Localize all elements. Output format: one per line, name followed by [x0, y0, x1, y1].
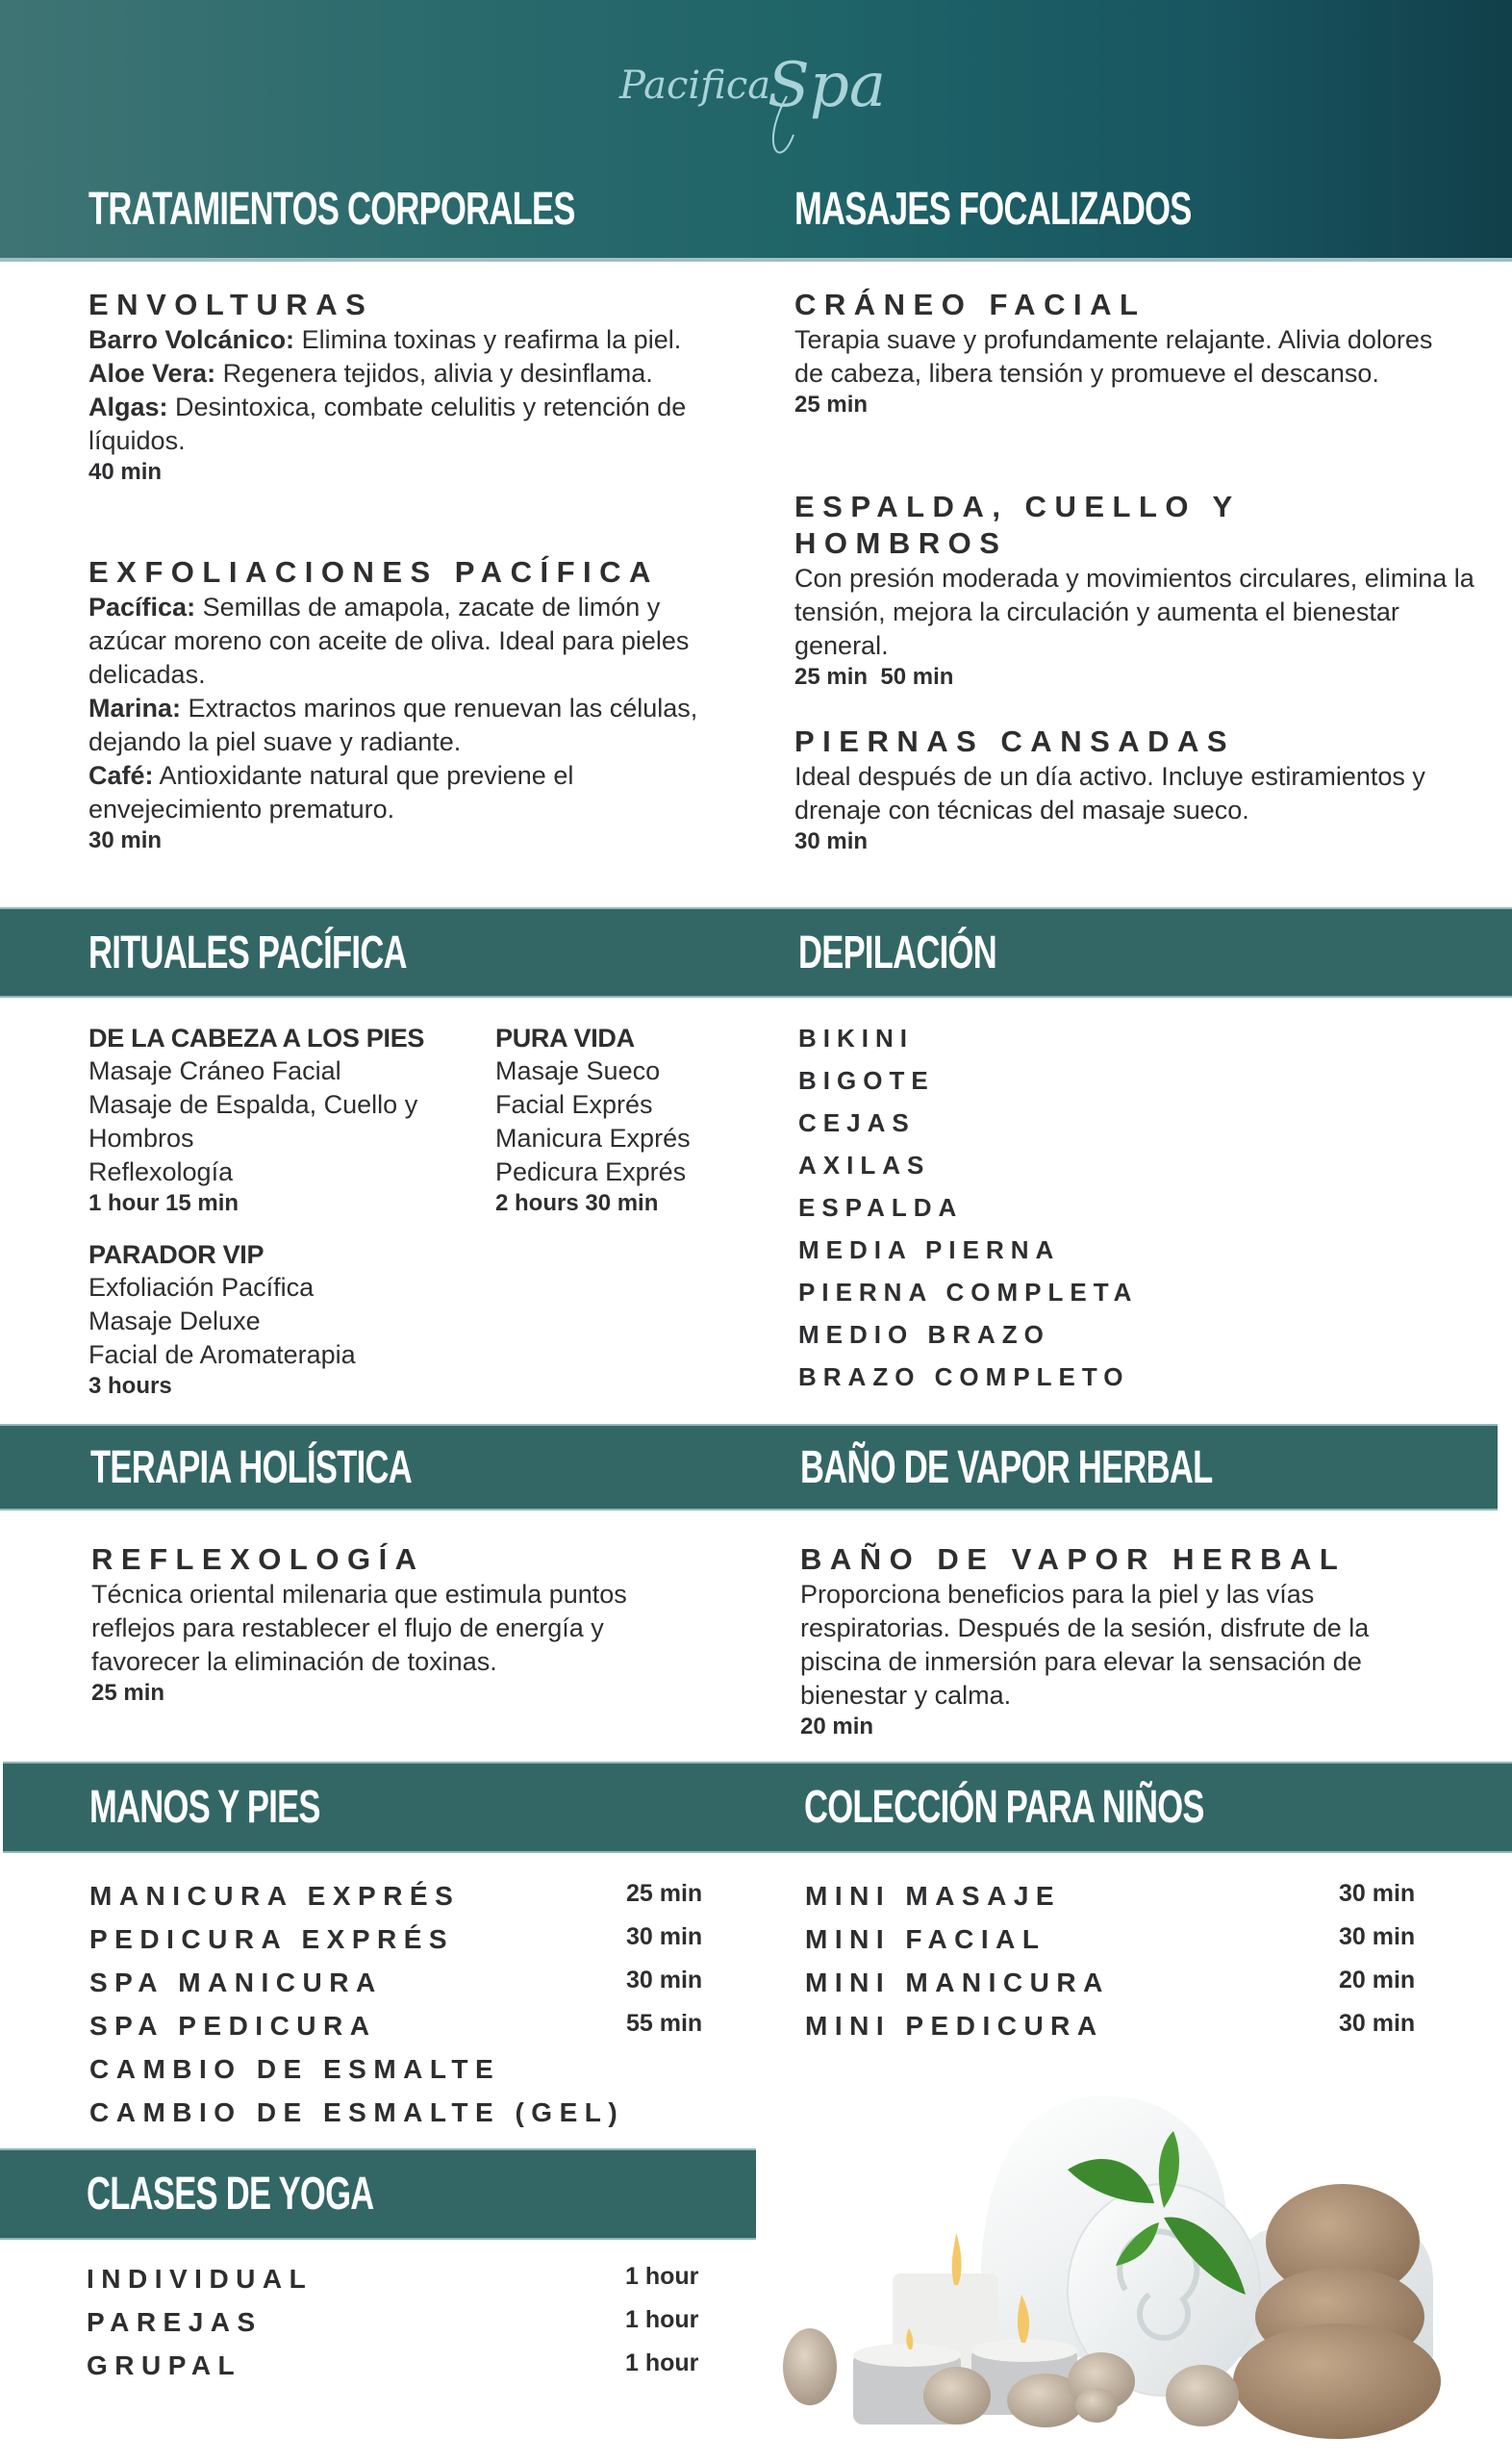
ritual-package — [88, 1022, 473, 1218]
ritual-item: Facial Exprés — [495, 1090, 653, 1119]
ritual-package — [495, 1022, 765, 1218]
ninos-row: MINI MASAJE 30 min — [805, 1880, 1416, 1911]
manos-row: CAMBIO DE ESMALTE — [89, 2054, 501, 2084]
section-title-tratamientos: TRATAMIENTOS CORPORALES — [88, 184, 575, 235]
vapor-block — [800, 1541, 1425, 1741]
yoga-list — [87, 2261, 712, 2391]
exfoliaciones-item: Pacífica: Semillas de amapola, zacate de limón y azúcar moreno con aceite de oliva. Ideal para pieles delicadas. — [88, 593, 690, 689]
vapor-heading: BAÑO DE VAPOR HERBAL — [800, 1542, 1347, 1576]
ritual-item: Masaje de Espalda, Cuello y Hombros — [88, 1090, 418, 1153]
svg-text:Pacifica: Pacifica — [619, 63, 771, 108]
exfoliaciones-heading: EXFOLIACIONES PACÍFICA — [88, 555, 659, 589]
masaje-heading: ESPALDA, CUELLO Y HOMBROS — [794, 490, 1241, 560]
masaje-espalda-block — [794, 489, 1333, 562]
masaje-description: Terapia suave y profundamente relajante. Alivia dolores de cabeza, libera tensión y promueve el descanso. — [794, 325, 1433, 388]
terapia-duration: 25 min — [91, 1680, 165, 1706]
section-title-yoga: CLASES DE YOGA — [87, 2169, 374, 2220]
depilacion-list — [798, 1017, 1279, 1398]
section-band-terapia-vapor — [0, 1424, 1498, 1511]
masaje-piernas-block — [794, 724, 1487, 856]
pacifica-spa-logo — [616, 29, 904, 164]
masaje-duration: 25 min — [794, 392, 869, 418]
ninos-row: MINI PEDICURA 30 min — [805, 2010, 1416, 2041]
ritual-item: Reflexología — [88, 1157, 234, 1186]
manos-row: PEDICURA EXPRÉS 30 min — [89, 1923, 703, 1954]
manos-row: SPA PEDICURA 55 min — [89, 2010, 703, 2041]
terapia-description: Técnica oriental milenaria que estimula puntos reflejos para restablecer el flujo de energía y favorecer la eliminación de toxinas. — [91, 1580, 627, 1676]
spa-still-life-image — [760, 2069, 1512, 2463]
manos-list — [89, 1878, 715, 2138]
ritual-item: Masaje Sueco — [495, 1056, 661, 1085]
ritual-item: Masaje Cráneo Facial — [88, 1056, 341, 1085]
ninos-row: MINI MANICURA 20 min — [805, 1967, 1416, 1997]
exfoliaciones-item: Café: Antioxidante natural que previene el envejecimiento prematuro. — [88, 761, 574, 824]
masaje-duration: 30 min — [794, 828, 869, 854]
yoga-row: GRUPAL 1 hour — [87, 2349, 699, 2380]
depilacion-item: BIGOTE — [798, 1066, 935, 1095]
ritual-item: Pedicura Exprés — [495, 1157, 687, 1186]
ritual-item: Manicura Exprés — [495, 1124, 691, 1153]
masaje-heading: CRÁNEO FACIAL — [794, 288, 1147, 321]
section-title-manos: MANOS Y PIES — [89, 1782, 320, 1833]
ninos-row: MINI FACIAL 30 min — [805, 1923, 1416, 1954]
depilacion-item: BIKINI — [798, 1024, 914, 1053]
masaje-craneo-block — [794, 287, 1468, 419]
ninos-list — [805, 1878, 1430, 2051]
reflexologia-block — [91, 1541, 707, 1708]
ritual-item: Exfoliación Pacífica — [88, 1273, 315, 1302]
section-title-terapia: TERAPIA HOLÍSTICA — [90, 1442, 413, 1493]
section-band-yoga — [0, 2148, 756, 2240]
depilacion-item: MEDIA PIERNA — [798, 1235, 1061, 1264]
svg-text:Spa: Spa — [768, 50, 886, 121]
depilacion-item: BRAZO COMPLETO — [798, 1362, 1130, 1391]
envolturas-item: Barro Volcánico: Elimina toxinas y reafirma la piel. — [88, 325, 682, 354]
depilacion-item: AXILAS — [798, 1151, 931, 1180]
vapor-duration: 20 min — [800, 1714, 874, 1739]
terapia-heading: REFLEXOLOGÍA — [91, 1542, 425, 1576]
manos-row: MANICURA EXPRÉS 25 min — [89, 1880, 703, 1911]
ritual-duration: 1 hour 15 min — [88, 1190, 239, 1216]
section-band-rituales-depilacion — [0, 907, 1512, 998]
ritual-item: Facial de Aromaterapia — [88, 1340, 356, 1369]
yoga-row: INDIVIDUAL 1 hour — [87, 2263, 699, 2294]
manos-row: CAMBIO DE ESMALTE (GEL) — [89, 2097, 625, 2127]
envolturas-duration: 40 min — [88, 459, 163, 485]
section-title-rituales: RITUALES PACÍFICA — [88, 927, 407, 978]
section-title-masajes: MASAJES FOCALIZADOS — [794, 184, 1192, 235]
masaje-espalda-body — [794, 562, 1477, 692]
section-title-vapor: BAÑO DE VAPOR HERBAL — [800, 1442, 1213, 1493]
ritual-duration: 3 hours — [88, 1373, 172, 1399]
masaje-heading: PIERNAS CANSADAS — [794, 724, 1236, 758]
ritual-duration: 2 hours 30 min — [495, 1190, 659, 1216]
depilacion-item: PIERNA COMPLETA — [798, 1278, 1139, 1307]
depilacion-item: CEJAS — [798, 1108, 916, 1137]
ritual-name: DE LA CABEZA A LOS PIES — [88, 1024, 425, 1053]
section-band-manos-ninos — [3, 1762, 1512, 1853]
envolturas-item: Algas: Desintoxica, combate celulitis y retención de líquidos. — [88, 393, 687, 455]
vapor-description: Proporciona beneficios para la piel y las vías respiratorias. Después de la sesión, disfrute de la piscina de inmersión para elevar la sensación de bienestar y calma. — [800, 1580, 1370, 1710]
ritual-item: Masaje Deluxe — [88, 1307, 261, 1335]
masaje-duration: 25 min 50 min — [794, 664, 954, 690]
section-title-depilacion: DEPILACIÓN — [798, 927, 996, 978]
yoga-row: PAREJAS 1 hour — [87, 2306, 699, 2337]
masaje-description: Con presión moderada y movimientos circulares, elimina la tensión, mejora la circulación y aumenta el bienestar general. — [794, 564, 1474, 660]
depilacion-item: ESPALDA — [798, 1193, 964, 1222]
envolturas-block — [88, 287, 733, 487]
exfoliaciones-item: Marina: Extractos marinos que renuevan las células, dejando la piel suave y radiante. — [88, 694, 698, 756]
section-title-ninos: COLECCIÓN PARA NIÑOS — [804, 1782, 1204, 1833]
envolturas-item: Aloe Vera: Regenera tejidos, alivia y desinflama. — [88, 359, 653, 388]
ritual-name: PURA VIDA — [495, 1024, 635, 1053]
exfoliaciones-block — [88, 554, 733, 855]
header-banner — [0, 0, 1512, 262]
envolturas-heading: ENVOLTURAS — [88, 288, 374, 321]
manos-row: SPA MANICURA 30 min — [89, 1967, 703, 1997]
ritual-package — [88, 1238, 473, 1401]
exfoliaciones-duration: 30 min — [88, 827, 163, 853]
masaje-description: Ideal después de un día activo. Incluye estiramientos y drenaje con técnicas del masaje sueco. — [794, 762, 1425, 825]
depilacion-item: MEDIO BRAZO — [798, 1320, 1050, 1349]
ritual-name: PARADOR VIP — [88, 1240, 265, 1269]
